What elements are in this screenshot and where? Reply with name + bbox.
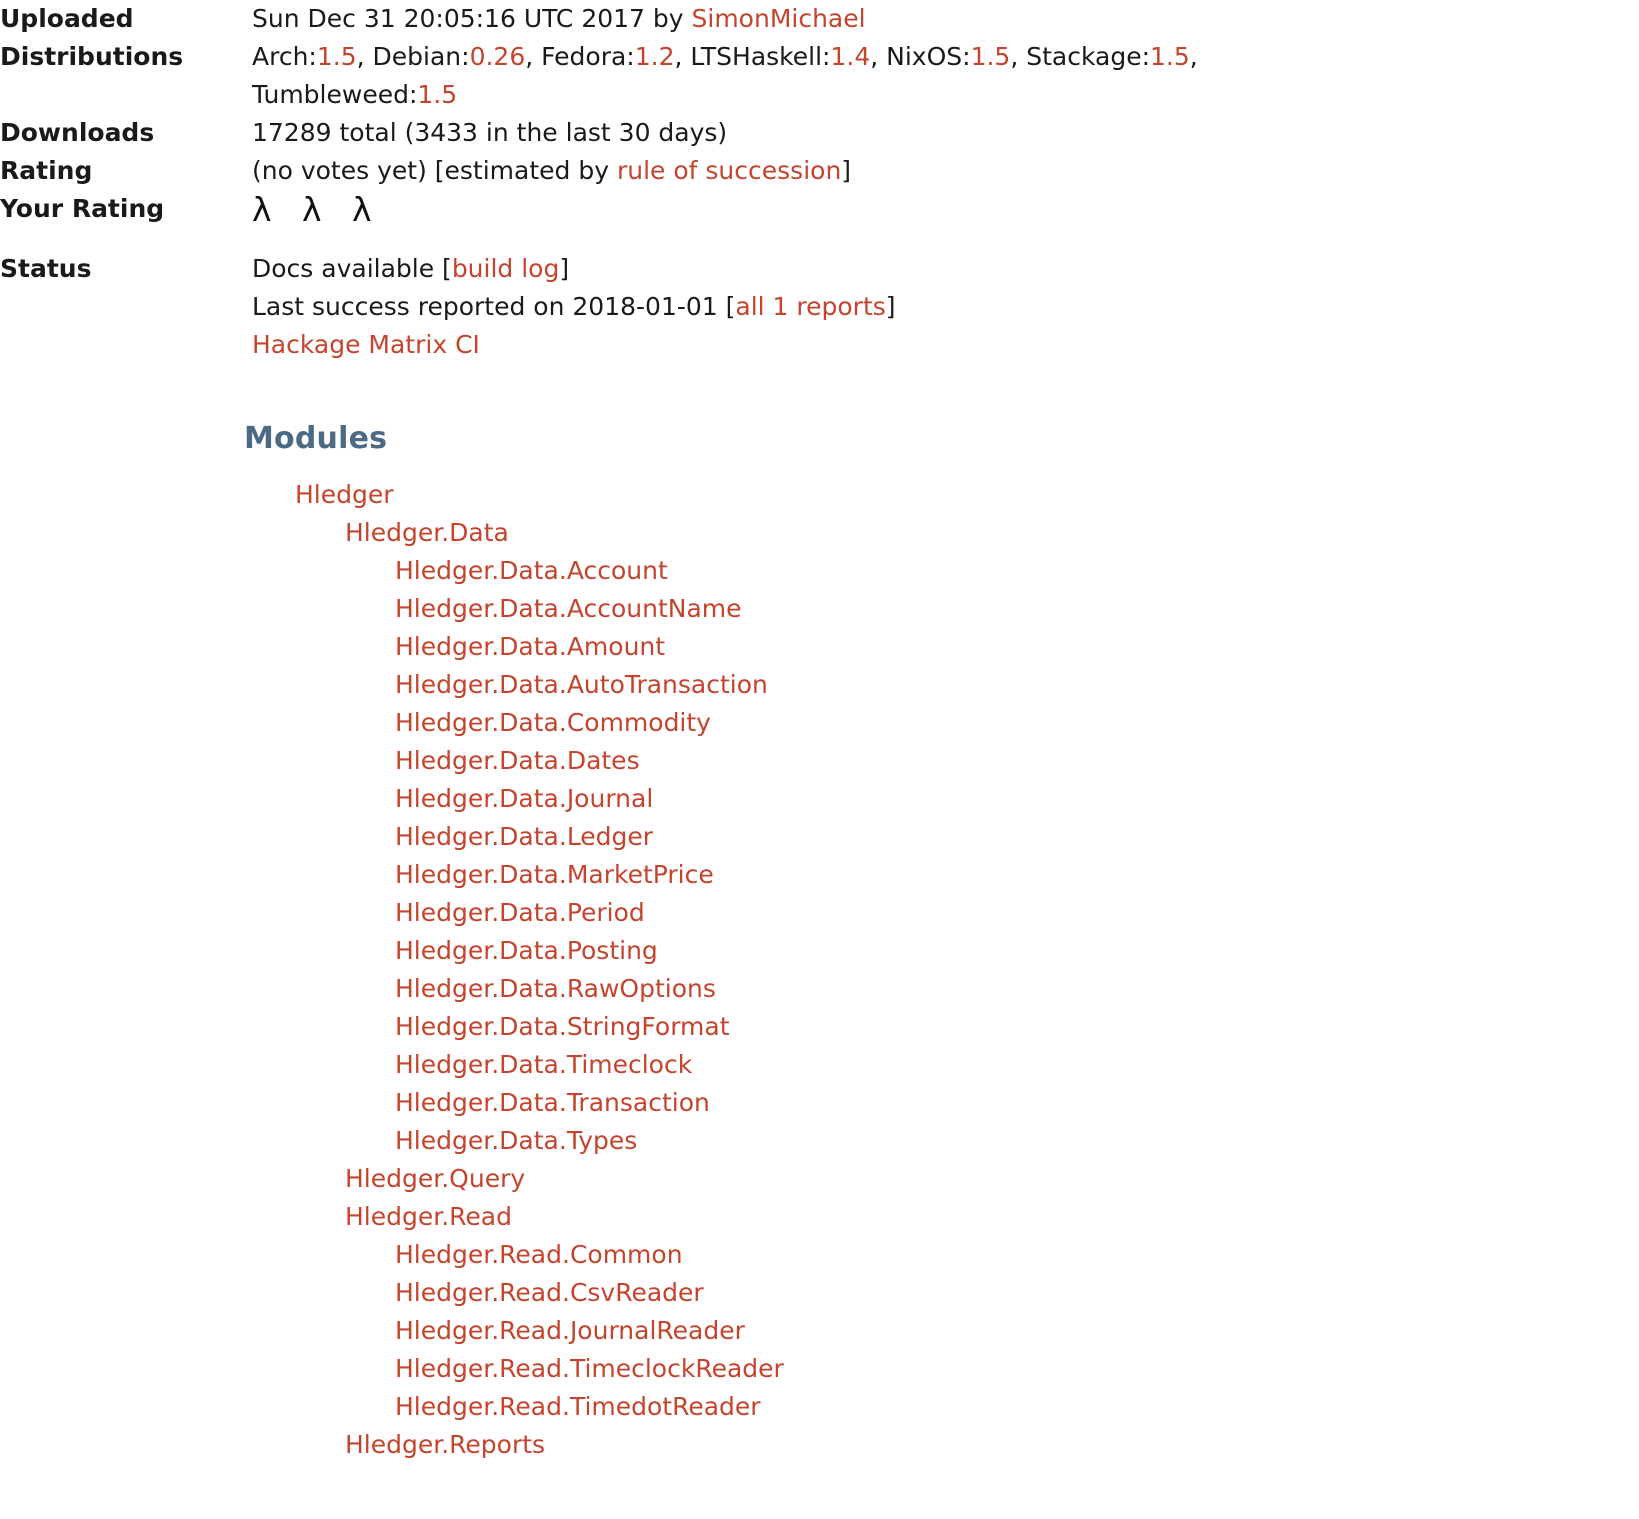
list-item [0,514,1639,552]
module-link-hledger-read-journalreader[interactable]: Hledger.Read.JournalReader [395,1315,745,1345]
module-link-hledger-data-accountname[interactable]: Hledger.Data.AccountName [395,593,742,623]
module-link-hledger-read-common[interactable]: Hledger.Read.Common [395,1239,683,1269]
module-link-hledger-data-autotransaction[interactable]: Hledger.Data.AutoTransaction [395,669,768,699]
distro-sep-3: , [870,42,887,71]
property-row-uploaded [0,0,1342,38]
list-item [0,476,1639,514]
module-link-hledger-read-timeclockreader[interactable]: Hledger.Read.TimeclockReader [395,1353,784,1383]
list-item [0,1236,1639,1274]
distributions-value [252,38,1342,114]
property-row-rating [0,152,1342,190]
distro-debian-version[interactable]: 0.26 [469,42,526,71]
module-link-hledger-read-timedotreader[interactable]: Hledger.Read.TimedotReader [395,1391,761,1421]
distro-sep-4: , [1010,42,1027,71]
list-item [0,590,1639,628]
build-log-link[interactable]: build log [451,254,560,283]
module-link-hledger-data-posting[interactable]: Hledger.Data.Posting [395,935,658,965]
all-reports-link[interactable]: all 1 reports [735,292,886,321]
distro-sep-1: , [525,42,542,71]
module-link-hledger-data-account[interactable]: Hledger.Data.Account [395,555,668,585]
distro-tumbleweed-name: Tumbleweed: [252,80,418,109]
list-item [0,818,1639,856]
status-label: Status [0,254,92,283]
uploaded-date: Sun Dec 31 20:05:16 UTC 2017 by [252,4,692,33]
list-item [0,552,1639,590]
list-item [0,780,1639,818]
list-item [0,894,1639,932]
module-link-hledger-data-stringformat[interactable]: Hledger.Data.StringFormat [395,1011,730,1041]
list-item [0,1198,1639,1236]
modules-section-title: Modules [244,421,388,456]
list-item [0,1350,1639,1388]
module-link-hledger-data-journal[interactable]: Hledger.Data.Journal [395,783,654,813]
distro-ltshaskell-name: LTSHaskell: [690,42,831,71]
module-link-hledger-data-period[interactable]: Hledger.Data.Period [395,897,645,927]
distro-stackage-name: Stackage: [1026,42,1151,71]
distro-sep-2: , [674,42,691,71]
module-link-hledger-data[interactable]: Hledger.Data [345,517,509,547]
module-link-hledger-data-marketprice[interactable]: Hledger.Data.MarketPrice [395,859,714,889]
spacer-cell-left [0,232,252,250]
list-item [0,1084,1639,1122]
rating-value [252,152,1342,190]
module-link-hledger-data-rawoptions[interactable]: Hledger.Data.RawOptions [395,973,716,1003]
rating-prefix: (no votes yet) [estimated by [252,156,617,185]
property-row-status [0,250,1342,364]
list-item [0,1160,1639,1198]
list-item [0,1008,1639,1046]
distro-arch-version[interactable]: 1.5 [316,42,357,71]
list-item [0,1274,1639,1312]
module-list [0,476,1639,1464]
list-item [0,742,1639,780]
rating-label: Rating [0,156,93,185]
distro-arch-name: Arch: [252,42,317,71]
distributions-label: Distributions [0,42,184,71]
your-rating-label: Your Rating [0,194,165,223]
distro-fedora-name: Fedora: [541,42,635,71]
module-link-hledger-data-ledger[interactable]: Hledger.Data.Ledger [395,821,654,851]
module-link-hledger-data-amount[interactable]: Hledger.Data.Amount [395,631,666,661]
property-row-your-rating [0,190,1342,232]
status-success-line [252,288,1342,326]
list-item [0,1426,1639,1464]
distro-ltshaskell-version[interactable]: 1.4 [830,42,871,71]
status-matrix-line [252,326,1342,364]
module-link-hledger-data-commodity[interactable]: Hledger.Data.Commodity [395,707,711,737]
distro-stackage-version[interactable]: 1.5 [1150,42,1190,71]
your-rating-value [252,190,1342,232]
row-spacer [0,232,1342,250]
distro-nixos-version[interactable]: 1.5 [970,42,1011,71]
module-link-hledger-data-dates[interactable]: Hledger.Data.Dates [395,745,640,775]
lambda-rating-stars[interactable]: λ λ λ [252,190,382,229]
list-item [0,970,1639,1008]
list-item [0,1122,1639,1160]
list-item [0,1046,1639,1084]
module-link-hledger-data-timeclock[interactable]: Hledger.Data.Timeclock [395,1049,693,1079]
hackage-matrix-ci-link[interactable]: Hackage Matrix CI [252,330,480,359]
downloads-value: 17289 total (3433 in the last 30 days) [252,118,728,147]
uploaded-label: Uploaded [0,4,134,33]
module-link-hledger-reports[interactable]: Hledger.Reports [345,1429,546,1459]
distro-nixos-name: NixOS: [886,42,971,71]
status-docs-suffix: ] [559,254,570,283]
status-docs-prefix: Docs available [ [252,254,452,283]
module-link-hledger-read[interactable]: Hledger.Read [345,1201,512,1231]
distro-sep-5: , [1189,42,1198,71]
module-link-hledger-data-transaction[interactable]: Hledger.Data.Transaction [395,1087,710,1117]
status-value [252,250,1342,364]
distro-sep-0: , [356,42,373,71]
distro-fedora-version[interactable]: 1.2 [634,42,675,71]
package-properties-table [0,0,1342,364]
status-success-suffix: ] [885,292,896,321]
status-success-prefix: Last success reported on 2018-01-01 [ [252,292,736,321]
list-item [0,628,1639,666]
distro-tumbleweed-version[interactable]: 1.5 [417,80,458,109]
module-link-hledger-read-csvreader[interactable]: Hledger.Read.CsvReader [395,1277,704,1307]
property-row-distributions [0,38,1342,114]
list-item [0,1312,1639,1350]
list-item [0,856,1639,894]
spacer-cell-right [252,232,1342,250]
module-link-hledger-query[interactable]: Hledger.Query [345,1163,526,1193]
list-item [0,1388,1639,1426]
rule-of-succession-link[interactable]: rule of succession [616,156,842,185]
uploader-link[interactable]: SimonMichael [691,4,866,33]
property-row-downloads [0,114,1342,152]
rating-suffix: ] [841,156,852,185]
module-link-hledger-data-types[interactable]: Hledger.Data.Types [395,1125,638,1155]
list-item [0,666,1639,704]
downloads-label: Downloads [0,118,155,147]
module-link-hledger[interactable]: Hledger [295,479,394,509]
distro-debian-name: Debian: [372,42,470,71]
list-item [0,932,1639,970]
list-item [0,704,1639,742]
status-docs-line [252,250,1342,288]
uploaded-value [252,0,1342,38]
